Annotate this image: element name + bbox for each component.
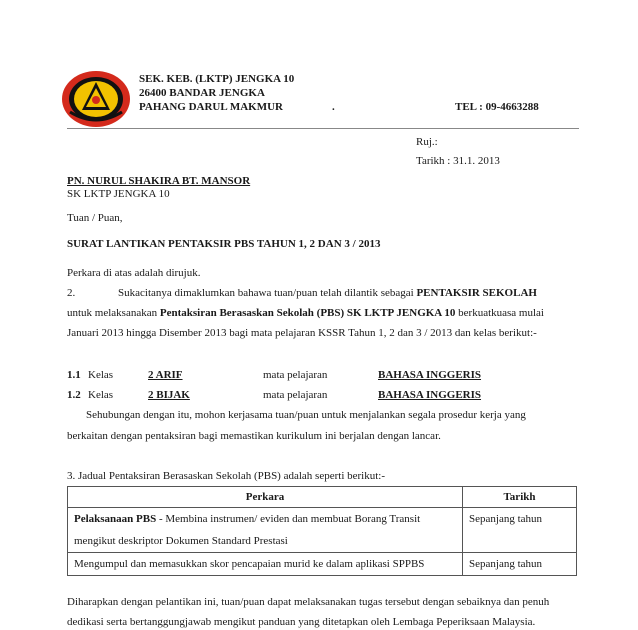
address-dot: .: [332, 101, 335, 113]
salutation: Tuan / Puan,: [67, 212, 123, 224]
class-row-subject-label: mata pelajaran: [263, 389, 328, 401]
school-name: SEK. KEB. (LKTP) JENGKA 10: [139, 73, 295, 85]
recipient-name: PN. NURUL SHAKIRA BT. MANSOR: [67, 175, 251, 187]
table-row: [68, 553, 577, 576]
table-cell-perkara: Mengumpul dan memasukkan skor pencapaian murid ke dalam aplikasi SPPBS: [68, 553, 463, 576]
crest-dot: [92, 96, 100, 104]
class-row-subject-label: mata pelajaran: [263, 369, 328, 381]
school-crest-logo: [60, 68, 132, 130]
header-divider: [67, 128, 579, 129]
class-row-kelas-label: Kelas: [88, 389, 114, 401]
table-cell-tarikh: Sepanjang tahun: [463, 553, 577, 576]
reference-ruj: Ruj.:: [416, 136, 438, 148]
class-row-kelas: 2 BIJAK: [148, 389, 190, 401]
cooperation-line2: berkaitan dengan pentaksiran bagi memastikan kurikulum ini berjalan dengan lancar.: [67, 430, 441, 442]
paragraph-2-line2: untuk melaksanakan Pentaksiran Berasaskan Sekolah (PBS) SK LKTP JENGKA 10 berkuatkuasa mulai: [67, 307, 544, 319]
address-line1: 26400 BANDAR JENGKA: [139, 87, 265, 99]
table-header-perkara: Perkara: [68, 487, 463, 508]
closing-line2: dedikasi serta bertanggungjawab mengikut panduan yang ditetapkan oleh Lembaga Peperiksaan Malaysia.: [67, 616, 536, 628]
telephone: TEL : 09-4663288: [455, 101, 539, 113]
letter-subject: SURAT LANTIKAN PENTAKSIR PBS TAHUN 1, 2 DAN 3 / 2013: [67, 238, 381, 250]
paragraph-3: 3. Jadual Pentaksiran Berasaskan Sekolah (PBS) adalah seperti berikut:-: [67, 470, 386, 482]
class-row-number: 1.1: [67, 369, 81, 381]
table-header-row: [68, 487, 577, 508]
reference-date: Tarikh : 31.1. 2013: [416, 155, 500, 167]
paragraph-1: Perkara di atas adalah dirujuk.: [67, 267, 201, 279]
cooperation-line1: Sehubungan dengan itu, mohon kerjasama tuan/puan untuk menjalankan segala prosedur kerja yang: [86, 409, 526, 421]
schedule-table: [67, 486, 577, 576]
address-line2: PAHANG DARUL MAKMUR: [139, 101, 284, 113]
table-header-tarikh: Tarikh: [463, 487, 577, 508]
paragraph-2-number: 2.: [67, 287, 76, 299]
table-cell-tarikh: Sepanjang tahun: [463, 508, 577, 553]
paragraph-2-line3: Januari 2013 hingga Disember 2013 bagi mata pelajaran KSSR Tahun 1, 2 dan 3 / 2013 dan kelas berikut:-: [67, 327, 537, 339]
recipient-school: SK LKTP JENGKA 10: [67, 188, 170, 200]
table-cell-perkara: Pelaksanaan PBS - Membina instrumen/ eviden dan membuat Borang Transit mengikut deskriptor Dokumen Standard Prestasi: [68, 508, 463, 553]
class-row-subject: BAHASA INGGERIS: [378, 369, 482, 381]
class-row-subject: BAHASA INGGERIS: [378, 389, 482, 401]
class-row-kelas: 2 ARIF: [148, 369, 183, 381]
closing-line1: Diharapkan dengan pelantikan ini, tuan/puan dapat melaksanakan tugas tersebut dengan sebaiknya dan penuh: [67, 596, 550, 608]
class-row-kelas-label: Kelas: [88, 369, 114, 381]
class-row-number: 1.2: [67, 389, 81, 401]
table-row: [68, 508, 577, 553]
paragraph-2-line1: Sukacitanya dimaklumkan bahawa tuan/puan telah dilantik sebagai PENTAKSIR SEKOLAH: [118, 287, 537, 299]
